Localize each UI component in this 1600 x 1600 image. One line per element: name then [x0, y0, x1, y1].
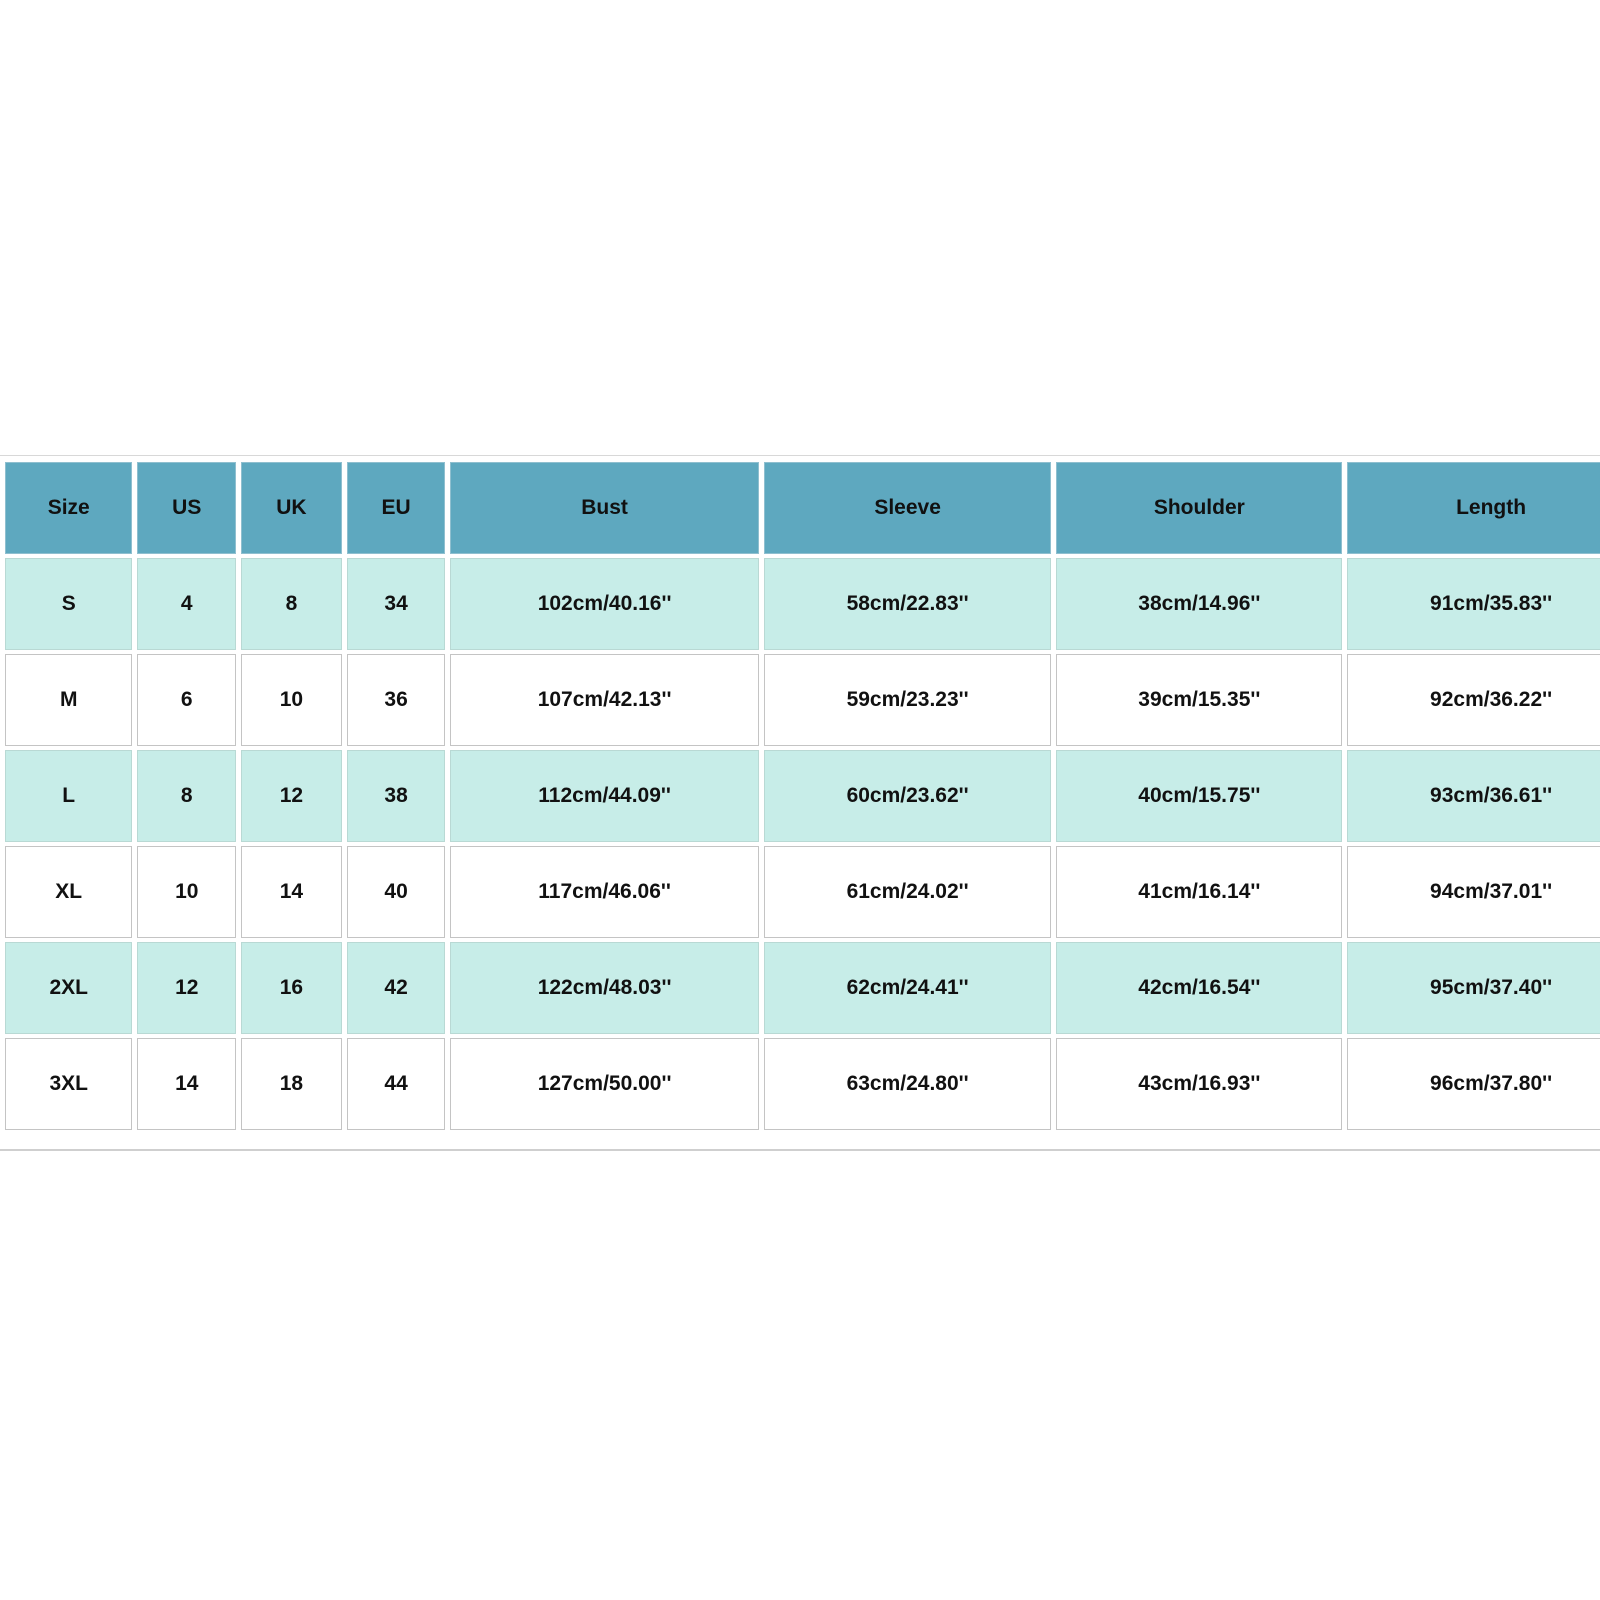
cell-length: 95cm/37.40'': [1347, 942, 1600, 1034]
cell-uk: 10: [241, 654, 342, 746]
cell-sleeve: 61cm/24.02'': [764, 846, 1052, 938]
table-row: [5, 846, 1600, 938]
header-eu: EU: [347, 462, 446, 554]
cell-shoulder: 41cm/16.14'': [1056, 846, 1342, 938]
cell-shoulder: 38cm/14.96'': [1056, 558, 1342, 650]
cell-uk: 12: [241, 750, 342, 842]
cell-eu: 44: [347, 1038, 446, 1130]
size-chart: [0, 455, 1600, 1151]
cell-eu: 36: [347, 654, 446, 746]
header-length: Length: [1347, 462, 1600, 554]
cell-bust: 122cm/48.03'': [450, 942, 758, 1034]
cell-shoulder: 39cm/15.35'': [1056, 654, 1342, 746]
cell-shoulder: 42cm/16.54'': [1056, 942, 1342, 1034]
cell-uk: 14: [241, 846, 342, 938]
table-row: [5, 942, 1600, 1034]
cell-shoulder: 40cm/15.75'': [1056, 750, 1342, 842]
header-sleeve: Sleeve: [764, 462, 1052, 554]
cell-eu: 38: [347, 750, 446, 842]
cell-sleeve: 59cm/23.23'': [764, 654, 1052, 746]
header-row: [5, 462, 1600, 554]
cell-uk: 8: [241, 558, 342, 650]
cell-us: 4: [137, 558, 236, 650]
cell-size: M: [5, 654, 132, 746]
cell-sleeve: 60cm/23.62'': [764, 750, 1052, 842]
cell-sleeve: 62cm/24.41'': [764, 942, 1052, 1034]
cell-eu: 40: [347, 846, 446, 938]
cell-us: 6: [137, 654, 236, 746]
header-bust: Bust: [450, 462, 758, 554]
cell-us: 10: [137, 846, 236, 938]
cell-us: 12: [137, 942, 236, 1034]
cell-size: XL: [5, 846, 132, 938]
cell-length: 91cm/35.83'': [1347, 558, 1600, 650]
cell-length: 92cm/36.22'': [1347, 654, 1600, 746]
cell-bust: 102cm/40.16'': [450, 558, 758, 650]
cell-uk: 16: [241, 942, 342, 1034]
cell-sleeve: 58cm/22.83'': [764, 558, 1052, 650]
cell-size: 3XL: [5, 1038, 132, 1130]
cell-bust: 127cm/50.00'': [450, 1038, 758, 1130]
cell-uk: 18: [241, 1038, 342, 1130]
size-chart-table: [0, 458, 1600, 1134]
cell-bust: 117cm/46.06'': [450, 846, 758, 938]
header-uk: UK: [241, 462, 342, 554]
cell-length: 94cm/37.01'': [1347, 846, 1600, 938]
cell-us: 8: [137, 750, 236, 842]
cell-bust: 107cm/42.13'': [450, 654, 758, 746]
cell-eu: 42: [347, 942, 446, 1034]
cell-sleeve: 63cm/24.80'': [764, 1038, 1052, 1130]
table-row: [5, 1038, 1600, 1130]
cell-size: 2XL: [5, 942, 132, 1034]
header-shoulder: Shoulder: [1056, 462, 1342, 554]
cell-length: 93cm/36.61'': [1347, 750, 1600, 842]
cell-us: 14: [137, 1038, 236, 1130]
cell-shoulder: 43cm/16.93'': [1056, 1038, 1342, 1130]
header-size: Size: [5, 462, 132, 554]
cell-eu: 34: [347, 558, 446, 650]
cell-bust: 112cm/44.09'': [450, 750, 758, 842]
header-us: US: [137, 462, 236, 554]
cell-size: L: [5, 750, 132, 842]
cell-length: 96cm/37.80'': [1347, 1038, 1600, 1130]
table-row: [5, 558, 1600, 650]
cell-size: S: [5, 558, 132, 650]
table-row: [5, 654, 1600, 746]
table-row: [5, 750, 1600, 842]
